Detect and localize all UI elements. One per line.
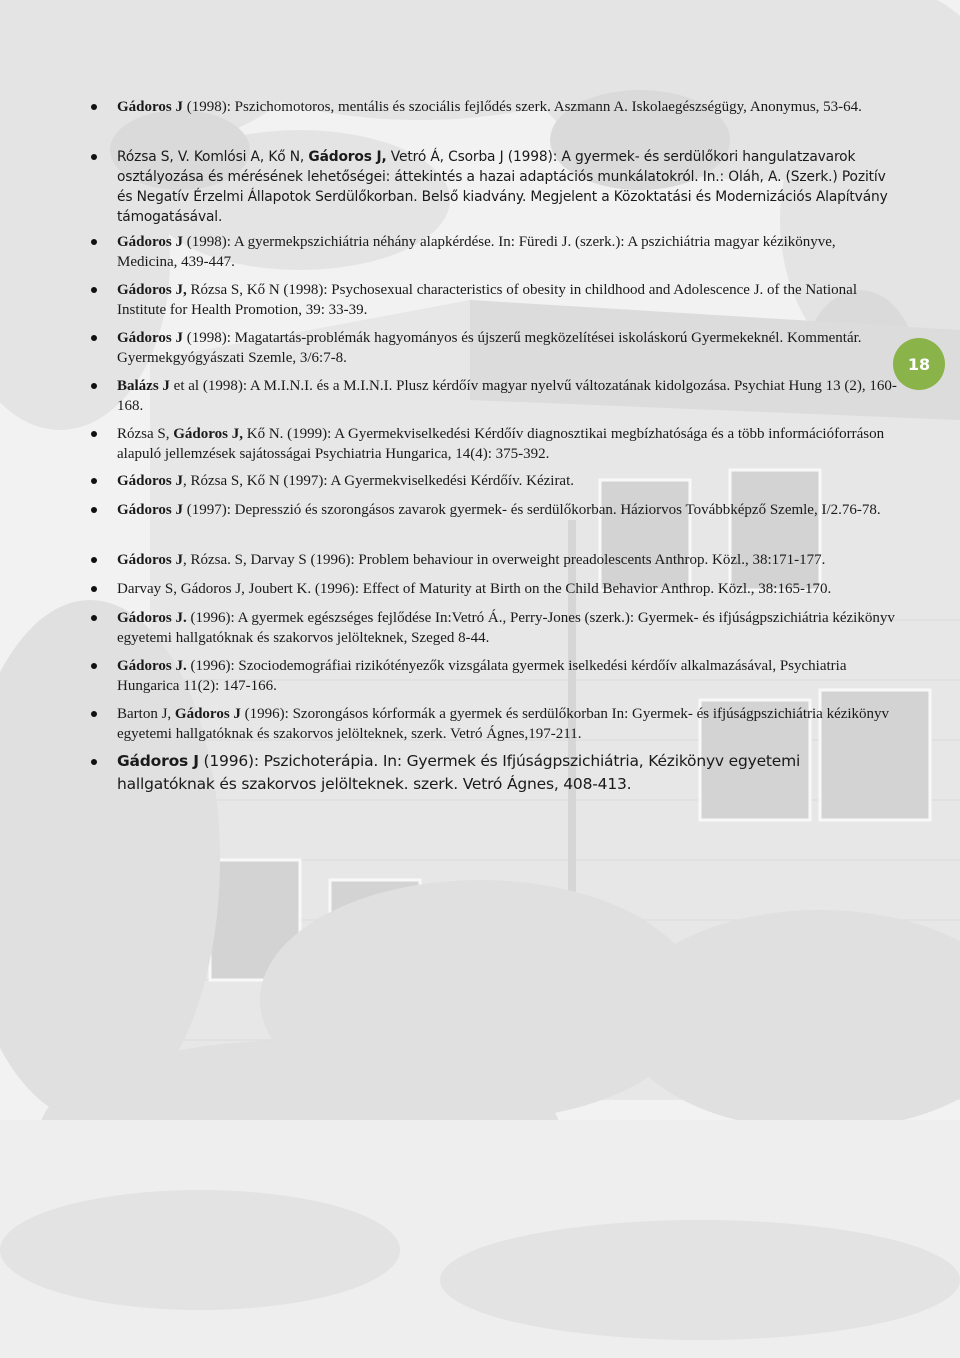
reference-author: Gádoros J xyxy=(117,330,183,346)
list-item xyxy=(117,376,899,416)
list-item xyxy=(117,608,899,648)
list-item xyxy=(117,280,899,320)
reference-text: (1998): A gyermekpszichiátria néhány alapkérdése. In: Füredi J. (szerk.): A pszichiátria magyar kézikönyve, Medicina, 439-447. xyxy=(117,234,836,270)
reference-text: et al (1998): A M.I.N.I. és a M.I.N.I. Plusz kérdőív magyar nyelvű változatának kidolgozása. Psychiat Hung 13 (2), 160-168. xyxy=(117,378,897,414)
list-item xyxy=(117,500,899,520)
list-item xyxy=(117,328,899,368)
page-number-badge xyxy=(893,338,945,390)
reference-author: Gádoros J xyxy=(117,552,183,568)
reference-text: (1996): Szorongásos kórformák a gyermek és serdülőkorban In: Gyermek- és ifjúságpszichiátria kézikönyv egyetemi hallgatóknak és szakorvos jelölteknek, szerk. Vetró Ágnes,197-211. xyxy=(117,706,890,742)
list-item xyxy=(117,550,899,570)
reference-text: Kő N. (1999): A Gyermekviselkedési Kérdőív diagnosztikai megbízhatósága és a több információforráson alapuló jellemzések sajátosságai Psychiatria Hungarica, 14(4): 375-392. xyxy=(117,426,885,462)
list-item xyxy=(117,471,899,491)
list-item xyxy=(117,750,899,796)
list-item xyxy=(117,424,899,464)
reference-text: , Rózsa. S, Darvay S (1996): Problem behaviour in overweight preadolescents Anthrop. Közl., 38:171-177. xyxy=(182,552,826,568)
list-item xyxy=(117,232,899,272)
reference-text: (1996): Szociodemográfiai rizikótényezők vizsgálata gyermek iselkedési kérdőív alkalmazásával, Psychiatria Hungarica 11(2): 147-166. xyxy=(117,658,847,694)
list-item xyxy=(117,656,899,696)
reference-text: , Rózsa S, Kő N (1997): A Gyermekviselkedési Kérdőív. Kézirat. xyxy=(182,473,575,489)
reference-text: Vetró Á, Csorba J (1998): A gyermek- és serdülőkori hangulatzavarok osztályozása és mérésének lehetőségei: áttekintés a hazai adaptációs munkálatokról. In.: Oláh, A. (Szerk.) Pozitív és Negatív Érzelmi Állapotok Serdülőkorban. Belső kiadvány. Megjelent a Közoktatási és Modernizációs Alapítvány támogatásával. xyxy=(117,149,888,225)
reference-text: Rózsa S, xyxy=(117,426,174,442)
reference-text: (1998): Pszichomotoros, mentális és szociális fejlődés szerk. Aszmann A. Iskolaegészségügy, Anonymus, 53-64. xyxy=(182,99,862,115)
reference-text: (1998): Magatartás-problémák hagyományos és újszerű megközelítései iskoláskorú Gyermekeknél. Kommentár. Gyermekgyógyászati Szemle, 3/6:7-8. xyxy=(117,330,862,366)
reference-text: (1997): Depresszió és szorongásos zavarok gyermek- és serdülőkorban. Háziorvos Továbbképző Szemle, I/2.76-78. xyxy=(182,502,881,518)
reference-author: Gádoros J xyxy=(174,706,241,722)
list-item xyxy=(117,704,899,744)
reference-text: (1996): A gyermek egészséges fejlődése In:Vetró Á., Perry-Jones (szerk.): Gyermek- és ifjúságpszichiátria kézikönyv egyetemi hallgatóknak és szakorvos jelölteknek, Szeged 8-44. xyxy=(117,610,895,646)
page-number: 18 xyxy=(907,354,931,374)
reference-text: Rózsa S, V. Komlósi A, Kő N, xyxy=(117,149,309,165)
reference-author: Gádoros J xyxy=(117,99,183,115)
reference-author: Gádoros J xyxy=(117,473,183,489)
list-item xyxy=(117,579,899,599)
reference-author: Gádoros J xyxy=(117,752,199,770)
reference-text: Darvay S, Gádoros J, Joubert K. (1996): Effect of Maturity at Birth on the Child Behavior Anthrop. Közl., 38:165-170. xyxy=(117,581,832,597)
list-item xyxy=(117,97,899,117)
reference-text: Barton J, xyxy=(117,706,175,722)
reference-text: Rózsa S, Kő N (1998): Psychosexual characteristics of obesity in childhood and Adolescence J. of the National Institute for Health Promotion, 39: 33-39. xyxy=(117,282,857,318)
reference-author: Balázs J xyxy=(117,378,170,394)
reference-author: Gádoros J. xyxy=(117,658,187,674)
list-item xyxy=(117,147,899,227)
reference-author: Gádoros J, xyxy=(117,282,187,298)
reference-author: Gádoros J. xyxy=(117,610,187,626)
reference-author: Gádoros J, xyxy=(308,149,387,165)
reference-text: (1996): Pszichoterápia. In: Gyermek és Ifjúságpszichiátria, Kézikönyv egyetemi hallgatóknak és szakorvos jelölteknek. szerk. Vetró Ágnes, 408-413. xyxy=(117,752,801,793)
reference-author: Gádoros J, xyxy=(173,426,243,442)
reference-author: Gádoros J xyxy=(117,502,183,518)
reference-author: Gádoros J xyxy=(117,234,183,250)
